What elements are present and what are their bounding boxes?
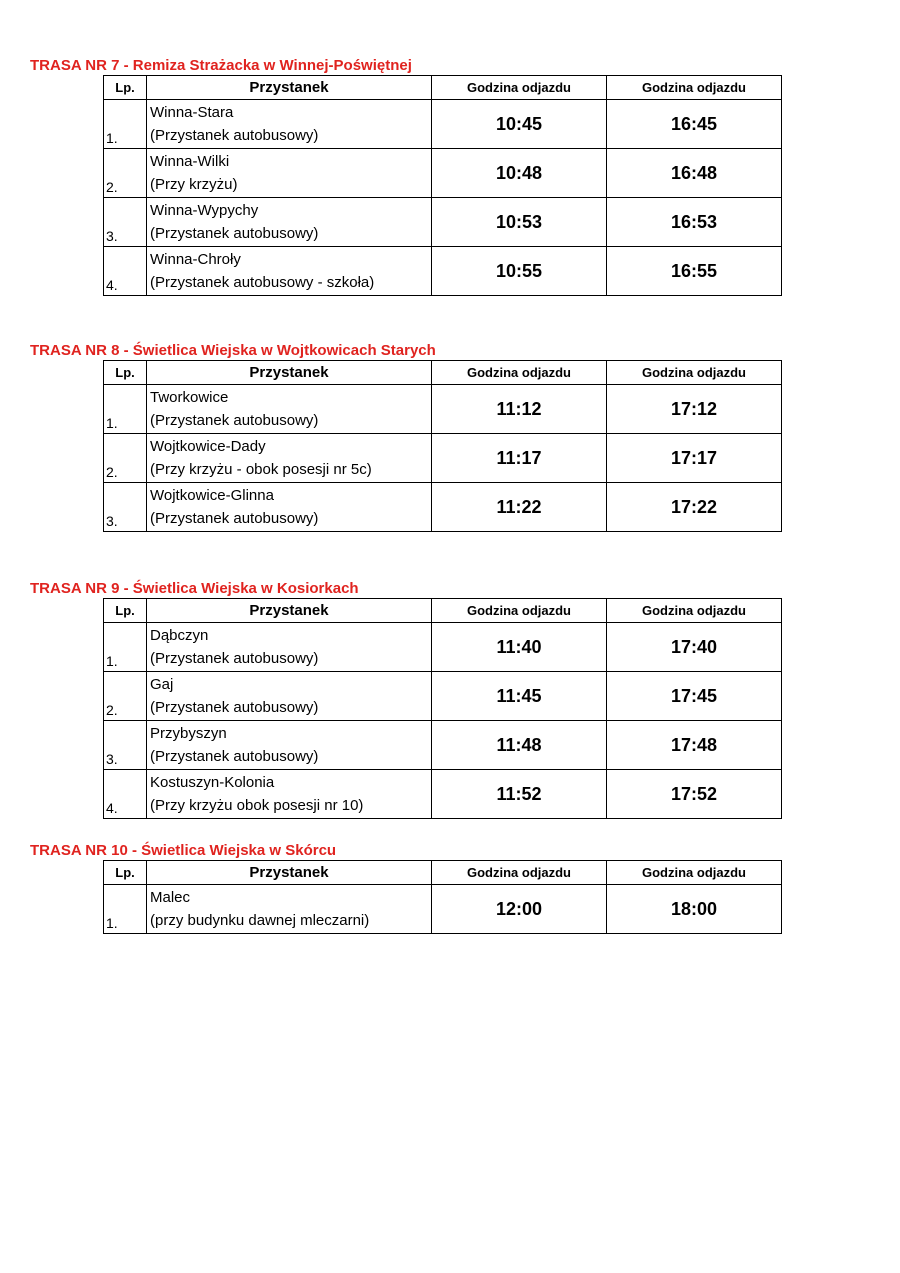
- stop-detail: (Przystanek autobusowy): [150, 510, 319, 527]
- header-przystanek: Przystanek: [147, 599, 432, 623]
- departure-time-1: 11:52: [432, 770, 607, 819]
- stop-name: Tworkowice: [150, 389, 229, 406]
- departure-time-1: 10:53: [432, 198, 607, 247]
- route-title: TRASA NR 10 - Świetlica Wiejska w Skórcu: [30, 842, 337, 859]
- stop-detail: (Przy krzyżu - obok posesji nr 5c): [150, 461, 372, 478]
- stop-detail: (Przystanek autobusowy - szkoła): [150, 274, 375, 291]
- departure-time-1: 11:22: [432, 483, 607, 532]
- departure-time-1: 11:48: [432, 721, 607, 770]
- table-row: [104, 885, 782, 934]
- row-number: 1.: [104, 100, 147, 149]
- table-row: [104, 385, 782, 434]
- stop-detail: (Przystanek autobusowy): [150, 127, 319, 144]
- header-przystanek: Przystanek: [147, 76, 432, 100]
- row-number: 2.: [104, 672, 147, 721]
- row-number: 3.: [104, 198, 147, 247]
- table-row: [104, 247, 782, 296]
- row-number: 2.: [104, 149, 147, 198]
- departure-time-2: 16:55: [607, 247, 782, 296]
- route-title: TRASA NR 7 - Remiza Strażacka w Winnej-Poświętnej: [30, 57, 412, 74]
- stop-detail: (Przystanek autobusowy): [150, 412, 319, 429]
- row-number: 1.: [104, 385, 147, 434]
- stop-name: Przybyszyn: [150, 725, 227, 742]
- stop-cell: [147, 247, 432, 296]
- table-row: [104, 434, 782, 483]
- header-departure-1: Godzina odjazdu: [432, 361, 607, 385]
- header-lp: Lp.: [104, 76, 147, 100]
- departure-time-1: 11:12: [432, 385, 607, 434]
- stop-name: Winna-Stara: [150, 104, 234, 121]
- table-row: [104, 198, 782, 247]
- route-title: TRASA NR 9 - Świetlica Wiejska w Kosiorkach: [30, 580, 359, 597]
- stop-detail: (Przystanek autobusowy): [150, 699, 319, 716]
- table-header-row: [104, 361, 782, 385]
- stop-cell: [147, 198, 432, 247]
- departure-time-1: 10:55: [432, 247, 607, 296]
- stop-name: Kostuszyn-Kolonia: [150, 774, 275, 791]
- header-departure-2: Godzina odjazdu: [607, 599, 782, 623]
- stop-cell: [147, 672, 432, 721]
- header-departure-1: Godzina odjazdu: [432, 861, 607, 885]
- table-header-row: [104, 599, 782, 623]
- header-departure-2: Godzina odjazdu: [607, 361, 782, 385]
- stop-detail: (Przy krzyżu obok posesji nr 10): [150, 797, 364, 814]
- stop-name: Winna-Chroły: [150, 251, 241, 268]
- stop-detail: (Przy krzyżu): [150, 176, 238, 193]
- header-departure-2: Godzina odjazdu: [607, 861, 782, 885]
- stop-cell: [147, 885, 432, 934]
- row-number: 3.: [104, 721, 147, 770]
- row-number: 4.: [104, 247, 147, 296]
- header-departure-1: Godzina odjazdu: [432, 599, 607, 623]
- departure-time-1: 11:17: [432, 434, 607, 483]
- stop-name: Wojtkowice-Dady: [150, 438, 266, 455]
- stop-name: Winna-Wilki: [150, 153, 230, 170]
- schedule-table: [103, 360, 782, 532]
- header-departure-2: Godzina odjazdu: [607, 76, 782, 100]
- row-number: 4.: [104, 770, 147, 819]
- table-row: [104, 149, 782, 198]
- stop-cell: [147, 385, 432, 434]
- departure-time-2: 17:17: [607, 434, 782, 483]
- table-row: [104, 483, 782, 532]
- schedule-table: [103, 598, 782, 819]
- schedule-table: [103, 75, 782, 296]
- route-title: TRASA NR 8 - Świetlica Wiejska w Wojtkowicach Starych: [30, 342, 436, 359]
- header-przystanek: Przystanek: [147, 361, 432, 385]
- row-number: 2.: [104, 434, 147, 483]
- table-row: [104, 721, 782, 770]
- departure-time-2: 17:48: [607, 721, 782, 770]
- stop-cell: [147, 770, 432, 819]
- departure-time-1: 11:45: [432, 672, 607, 721]
- stop-detail: (przy budynku dawnej mleczarni): [150, 912, 370, 929]
- header-lp: Lp.: [104, 861, 147, 885]
- departure-time-2: 17:45: [607, 672, 782, 721]
- departure-time-1: 10:48: [432, 149, 607, 198]
- stop-detail: (Przystanek autobusowy): [150, 748, 319, 765]
- stop-name: Gaj: [150, 676, 174, 693]
- departure-time-2: 17:40: [607, 623, 782, 672]
- header-lp: Lp.: [104, 361, 147, 385]
- table-row: [104, 672, 782, 721]
- stop-cell: [147, 623, 432, 672]
- stop-cell: [147, 100, 432, 149]
- stop-detail: (Przystanek autobusowy): [150, 225, 319, 242]
- departure-time-2: 17:12: [607, 385, 782, 434]
- header-przystanek: Przystanek: [147, 861, 432, 885]
- departure-time-2: 16:45: [607, 100, 782, 149]
- stop-name: Winna-Wypychy: [150, 202, 259, 219]
- table-header-row: [104, 76, 782, 100]
- header-departure-1: Godzina odjazdu: [432, 76, 607, 100]
- stop-name: Wojtkowice-Glinna: [150, 487, 274, 504]
- departure-time-1: 11:40: [432, 623, 607, 672]
- departure-time-2: 16:53: [607, 198, 782, 247]
- row-number: 1.: [104, 885, 147, 934]
- departure-time-2: 18:00: [607, 885, 782, 934]
- header-lp: Lp.: [104, 599, 147, 623]
- stop-name: Malec: [150, 889, 191, 906]
- table-row: [104, 770, 782, 819]
- stop-name: Dąbczyn: [150, 627, 209, 644]
- departure-time-2: 17:22: [607, 483, 782, 532]
- stop-cell: [147, 434, 432, 483]
- departure-time-2: 17:52: [607, 770, 782, 819]
- row-number: 3.: [104, 483, 147, 532]
- stop-cell: [147, 721, 432, 770]
- table-row: [104, 100, 782, 149]
- stop-cell: [147, 149, 432, 198]
- departure-time-1: 10:45: [432, 100, 607, 149]
- table-header-row: [104, 861, 782, 885]
- stop-cell: [147, 483, 432, 532]
- stop-detail: (Przystanek autobusowy): [150, 650, 319, 667]
- departure-time-2: 16:48: [607, 149, 782, 198]
- departure-time-1: 12:00: [432, 885, 607, 934]
- schedule-table: [103, 860, 782, 934]
- row-number: 1.: [104, 623, 147, 672]
- table-row: [104, 623, 782, 672]
